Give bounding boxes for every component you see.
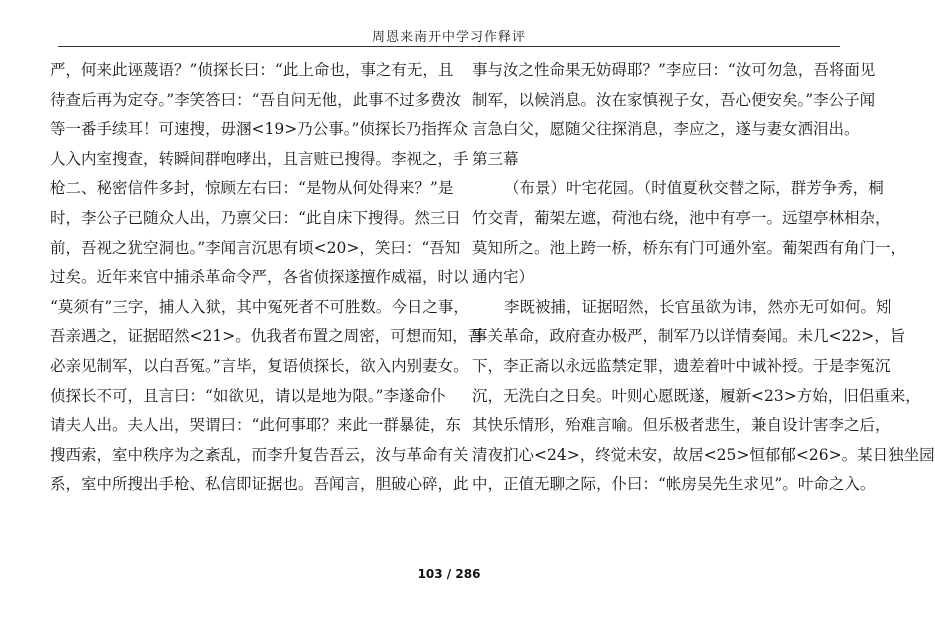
right-column: [472, 56, 935, 500]
text-line: 待查后再为定夺。”李笑答曰：“吾自问无他，此事不过多费汝: [50, 90, 462, 109]
text-line: 过矣。近年来官中捕杀革命令严，各省侦探遂擅作威福，时以: [50, 268, 469, 287]
text-line: 中，正值无聊之际，仆曰：“帐房吴先生求见”。叶命之入。: [472, 475, 876, 494]
text-line: 事与汝之性命果无妨碍耶？”李应曰：“汝可勿急，吾将面见: [472, 61, 876, 79]
text-line: 时，李公子已随众人出，乃禀父曰：“此自床下搜得。然三日: [50, 208, 461, 227]
text-line: 事关革命，政府查办极严，制军乃以详情奏闻。未几<22>，旨: [472, 327, 906, 346]
text-line: 系，室中所搜出手枪、私信即证据也。吾闻言，胆破心碎，此: [50, 475, 469, 494]
text-line: （布景）叶宅花园。（时值夏秋交替之际，群芳争秀，桐: [504, 179, 884, 198]
header-rule: [58, 46, 840, 47]
text-line: 其快乐情形，殆难言喻。但乐极者悲生，兼自设计害李之后，: [472, 416, 891, 435]
text-line: 枪二、秘密信件多封，惊顾左右曰：“是物从何处得来？”是: [50, 179, 454, 198]
text-line: “莫须有”三字，捕人入狱，其中冤死者不可胜数。今日之事，: [50, 297, 469, 316]
text-line: 人入内室搜查，转瞬间群咆哮出，且言赃已搜得。李视之，手: [50, 149, 469, 168]
text-line: 李既被捕，证据昭然，长官虽欲为讳，然亦无可如何。矧: [504, 297, 892, 316]
text-line: 莫知所之。池上跨一桥，桥东有门可通外室。葡架西有角门一，: [472, 238, 907, 257]
text-line: 吾亲遇之，证据昭然<21>。仇我者布置之周密，可想而知，吾: [50, 327, 484, 346]
text-line: 请夫人出。夫人出，哭谓曰：“此何事耶？来此一群暴徒，东: [50, 416, 461, 435]
text-line: 清夜扪心<24>，终觉未安，故居<25>恒郁郁<26>。某日独坐园: [472, 445, 935, 464]
text-line: 制军，以候消息。汝在家慎视子女，吾心便安矣。”李公子闻: [472, 90, 876, 109]
text-line: 等一番手续耳！可速搜，毋溷<19>乃公事。”侦探长乃指挥众: [50, 120, 468, 139]
text-line: 侦探长不可，且言曰：“如欲见，请以是地为限。”李遂命仆: [50, 386, 446, 405]
left-column: [50, 56, 484, 500]
text-line: 严，何来此诬蔑语？”侦探长曰：“此上命也，事之有无，且: [50, 61, 454, 79]
text-line: 通内宅）: [472, 268, 535, 287]
page-number: 103 / 286: [417, 567, 481, 581]
act-heading: 第三幕: [472, 149, 519, 168]
text-line: 竹交青，葡架左遮，荷池右绕，池中有亭一。远望亭林相杂，: [472, 208, 891, 227]
text-line: 下，李正斋以永远监禁定罪，遗差着叶中诚补授。于是李冤沉: [472, 356, 891, 375]
text-line: 言急白父，愿随父往探消息，李应之，遂与妻女洒泪出。: [472, 120, 860, 139]
text-line: 必亲见制军，以白吾冤。”言毕，复语侦探长，欲入内别妻女。: [50, 356, 469, 375]
page-header-title: 周恩来南开中学习作释评: [371, 30, 526, 45]
text-line: 搜西索，室中秩序为之紊乱，而李升复告吾云，汝与革命有关: [50, 445, 469, 464]
text-line: 沉，无洗白之日矣。叶则心愿既遂，履新<23>方始，旧侣重来，: [472, 386, 921, 405]
text-line: 前，吾视之犹空洞也。”李闻言沉思有顷<20>，笑曰：“吾知: [50, 238, 461, 257]
